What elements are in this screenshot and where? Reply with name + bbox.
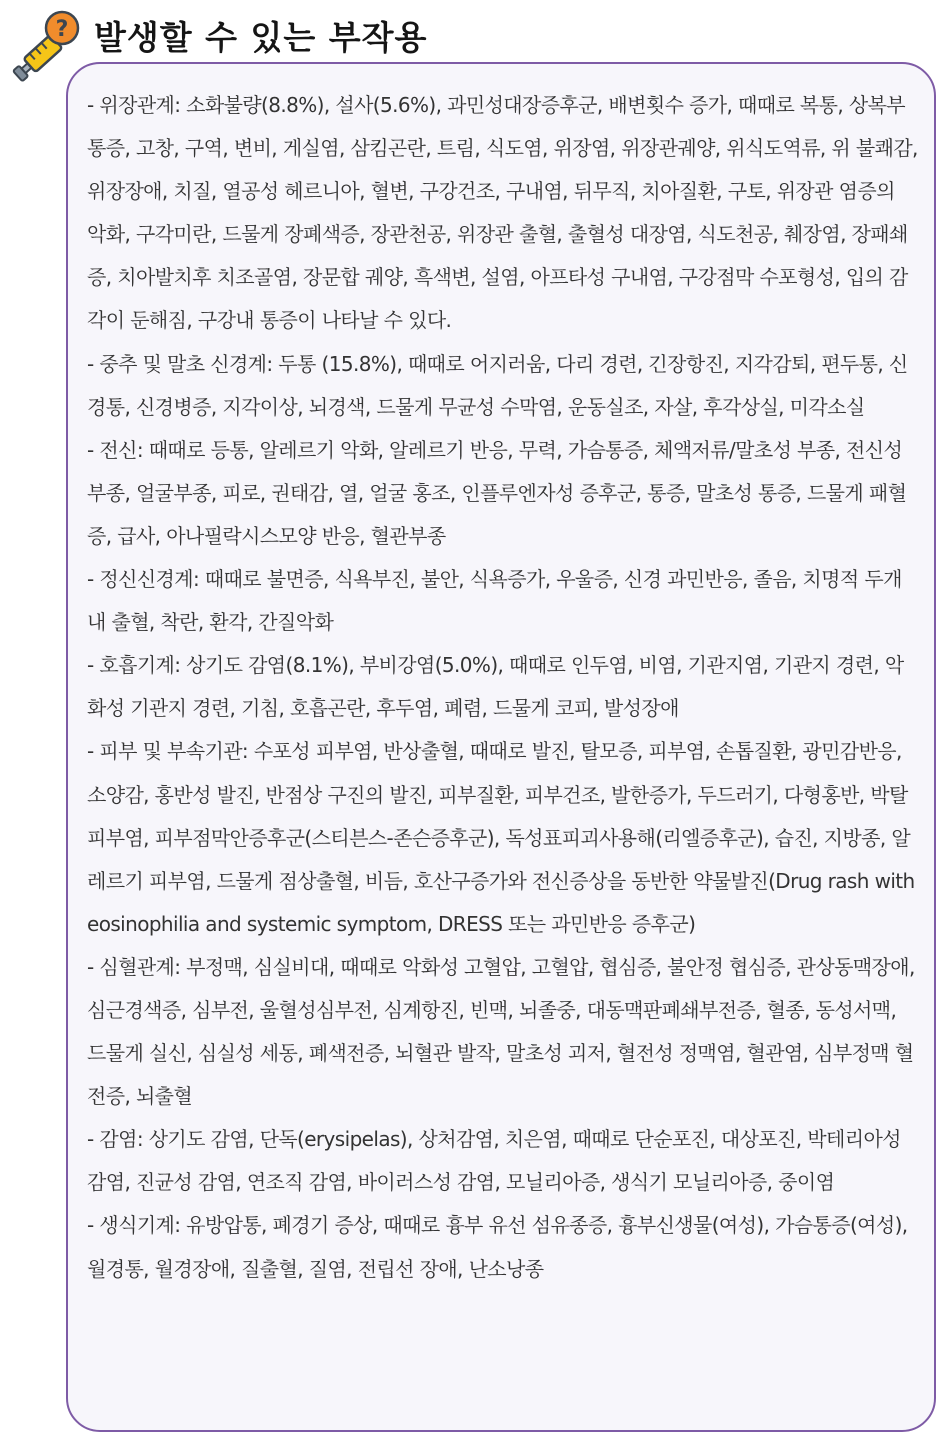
section-skin: - 피부 및 부속기관: 수포성 피부염, 반상출혈, 때때로 발진, 탈모증, 피부염, 손톱질환, 광민감반응, 소양감, 홍반성 발진, 반점상 구진의 발진, 피부질환, 피부건조, 발한증가, 두드러기, 다형홍반, 박탈피부염, 피부점막안증후군(스티븐스-존슨증후군), 독성표피괴사용해(리엘증후군), 습진, 지방종, 알레르기 피부염, 드물게 점상출혈, 비듬, 호산구증가와 전신증상을 동반한 약물발진(Drug rash with eosinophilia and systemic symptom, DRESS 또는 과민반응 증후군)	[87, 739, 915, 936]
svg-text:?: ?	[55, 17, 69, 42]
section-reproductive: - 생식기계: 유방압통, 폐경기 증상, 때때로 흉부 유선 섬유종증, 흉부신생물(여성), 가슴통증(여성), 월경통, 월경장애, 질출혈, 질염, 전립선 장애, 난소낭종	[87, 1213, 908, 1281]
section-infection: - 감염: 상기도 감염, 단독(erysipelas), 상처감염, 치은염, 때때로 단순포진, 대상포진, 박테리아성 감염, 진균성 감염, 연조직 감염, 바이러스성 감염, 모닐리아증, 생식기 모닐리아증, 중이염	[87, 1127, 901, 1195]
section-respiratory: - 호흡기계: 상기도 감염(8.1%), 부비강염(5.0%), 때때로 인두염, 비염, 기관지염, 기관지 경련, 악화성 기관지 경련, 기침, 호흡곤란, 후두염, 폐렴, 드물게 코피, 발성장애	[87, 653, 904, 721]
page-title: 발생할 수 있는 부작용	[94, 18, 428, 57]
section-general: - 전신: 때때로 등통, 알레르기 악화, 알레르기 반응, 무력, 가슴통증, 체액저류/말초성 부종, 전신성 부종, 얼굴부종, 피로, 권태감, 열, 얼굴 홍조, 인플루엔자성 증후군, 통증, 말초성 통증, 드물게 패혈증, 급사, 아나필락시스모양 반응, 혈관부종	[87, 437, 907, 548]
side-effects-list	[87, 84, 919, 1291]
section-psychiatric: - 정신신경계: 때때로 불면증, 식욕부진, 불안, 식욕증가, 우울증, 신경 과민반응, 졸음, 치명적 두개내 출혈, 착란, 환각, 간질악화	[87, 567, 902, 635]
section-cardiovascular: - 심혈관계: 부정맥, 심실비대, 때때로 악화성 고혈압, 고혈압, 협심증, 불안정 협심증, 관상동맥장애, 심근경색증, 심부전, 울혈성심부전, 심계항진, 빈맥, 뇌졸중, 대동맥판폐쇄부전증, 혈종, 동성서맥, 드물게 실신, 심실성 세동, 폐색전증, 뇌혈관 발작, 말초성 괴저, 혈전성 정맥염, 혈관염, 심부정맥 혈전증, 뇌출혈	[87, 954, 915, 1109]
section-nervous-system: - 중추 및 말초 신경계: 두통 (15.8%), 때때로 어지러움, 다리 경련, 긴장항진, 지각감퇴, 편두통, 신경통, 신경병증, 지각이상, 뇌경색, 드물게 무균성 수막염, 운동실조, 자살, 후각상실, 미각소실	[87, 351, 908, 419]
section-gastrointestinal: - 위장관계: 소화불량(8.8%), 설사(5.6%), 과민성대장증후군, 배변횟수 증가, 때때로 복통, 상복부통증, 고창, 구역, 변비, 게실염, 삼킴곤란, 트림, 식도염, 위장염, 위장관궤양, 위식도역류, 위 불쾌감, 위장장애, 치질, 열공성 헤르니아, 혈변, 구강건조, 구내염, 뒤무직, 치아질환, 구토, 위장관 염증의 악화, 구각미란, 드물게 장폐색증, 장관천공, 위장관 출혈, 출혈성 대장염, 식도천공, 췌장염, 장패쇄증, 치아발치후 치조골염, 장문합 궤양, 흑색변, 설염, 아프타성 구내염, 구강점막 수포형성, 입의 감각이 둔해짐, 구강내 통증이 나타날 수 있다.	[87, 93, 918, 333]
